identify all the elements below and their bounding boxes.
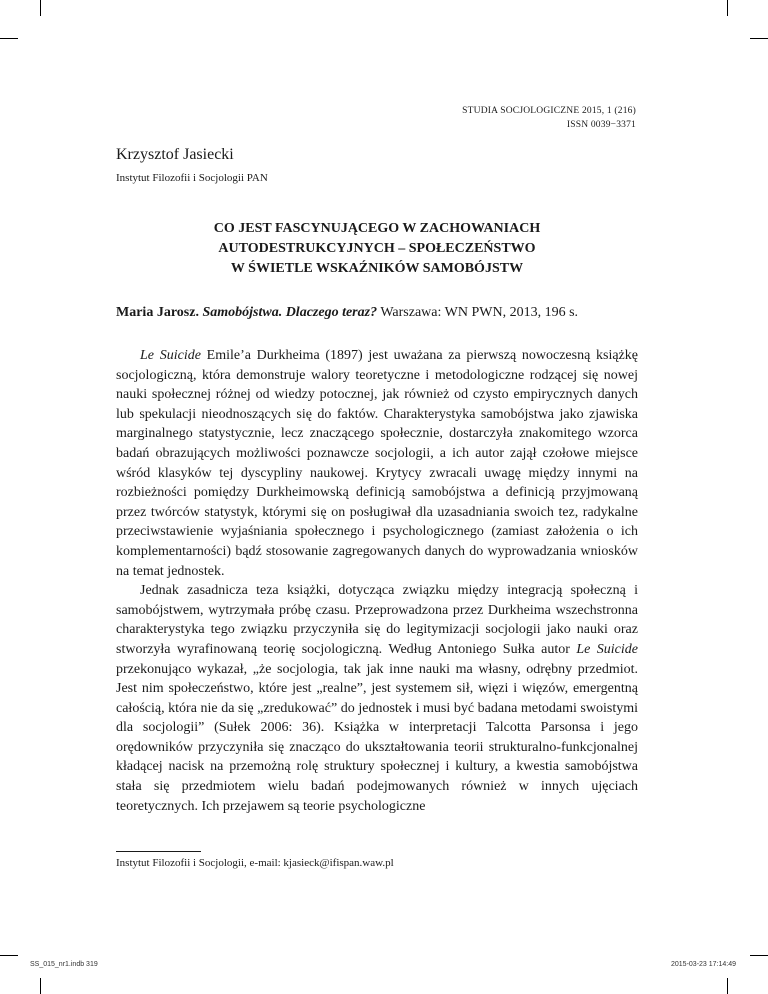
- paragraph: Le Suicide Emile’a Durkheima (1897) jest uważana za pierwszą nowoczesną książkę socjologiczną, która demonstruje walory teoretyczne i metodologiczne rodzącej się nowej nauki społecznej różnej od wiedzy potocznej, jak również od czysto empirycznych danych lub spekulacji nieodnoszących się do faktów. Charakterystyka samobójstwa jako zjawiska marginalnego statystycznie, lecz znaczącego społecznie, dostarczyła znakomitego wzorca badań obrazujących możliwości poznawcze socjologii, a ich autor zajął czołowe miejsce wśród klasyków tej dyscypliny naukowej. Krytycy zwracali uwagę między innymi na rozbieżności pomiędzy Durkheimowską definicją samobójstwa a definicją przyjmowaną przez twórców statystyk, którymi się on posługiwał dla uzasadniania swoich tez, radykalne przeciwstawienie wyjaśniania społecznego i psychologicznego (zamiast założenia o ich komplementarności) bądź stosowanie zagregowanych danych do wyprowadzania wniosków na temat jednostek.: [116, 348, 638, 579]
- crop-mark: [750, 955, 768, 956]
- title-line: W ŚWIETLE WSKAŹNIKÓW SAMOBÓJSTW: [230, 261, 524, 276]
- crop-mark: [727, 978, 728, 994]
- crop-mark: [727, 0, 728, 16]
- paragraph: Jednak zasadnicza teza książki, dotycząca związku między integracją społeczną i samobójstwem, wytrzymała próbę czasu. Przeprowadzona przez Durkheima wszechstronna charakterystyka tego związku przyczyniła się do legitymizacji socjologii jako nauki oraz stworzyła wyrafinowaną teorię socjologiczną. Według Antoniego Sułka autor Le Suicide przekonująco wykazał, „że socjologia, tak jak inne nauki ma własny, odrębny przedmiot. Jest nim społeczeństwo, które jest „realne”, jest systemem sił, więzi i więzów, emergentną całością, która nie da się „zredukować” do jednostek i musi być badana metodami swoistymi dla socjologii” (Sułek 2006: 36). Książka w interpretacji Talcotta Parsonsa i jego orędowników przyczyniła się znacząco do ukształtowania teorii strukturalno-funkcjonalnej kładącej nacisk na przemożną rolę struktury społecznej i kultury, a kwestia samobójstwa stała się przedmiotem wielu badań podejmowanych również w innych ujęciach teoretycznych. Ich przejawem są teorie psychologiczne: [116, 583, 638, 814]
- footnote: Instytut Filozofii i Socjologii, e-mail: kjasieck@ifispan.waw.pl: [116, 857, 394, 869]
- crop-mark: [0, 955, 18, 956]
- crop-mark: [40, 0, 41, 16]
- reviewed-book-author: Maria Jarosz.: [116, 305, 199, 320]
- print-slug-timestamp: 2015-03-23 17:14:49: [671, 961, 736, 968]
- reviewed-book: [116, 305, 638, 321]
- cited-title: Le Suicide: [140, 348, 201, 363]
- author-affiliation: Instytut Filozofii i Socjologii PAN: [116, 172, 268, 184]
- journal-header: [400, 104, 636, 132]
- author-name: Krzysztof Jasiecki: [116, 146, 234, 163]
- title-line: AUTODESTRUKCYJNYCH – SPOŁECZEŃSTWO: [218, 241, 536, 256]
- title-line: CO JEST FASCYNUJĄCEGO W ZACHOWANIACH: [213, 221, 541, 236]
- article-title: [116, 219, 638, 279]
- crop-mark: [750, 38, 768, 39]
- print-slug-file: SS_015_nr1.indb 319: [30, 961, 98, 968]
- journal-issn: ISSN 0039−3371: [566, 120, 636, 130]
- journal-name: STUDIA SOCJOLOGICZNE 2015, 1 (216): [462, 106, 636, 116]
- crop-mark: [0, 38, 18, 39]
- cited-title: Le Suicide: [576, 641, 638, 657]
- article-body: [116, 346, 638, 816]
- footnote-rule: [116, 851, 201, 852]
- reviewed-book-details: Warszawa: WN PWN, 2013, 196 s.: [377, 305, 579, 320]
- crop-mark: [40, 978, 41, 994]
- reviewed-book-title: Samobójstwa. Dlaczego teraz?: [202, 305, 378, 320]
